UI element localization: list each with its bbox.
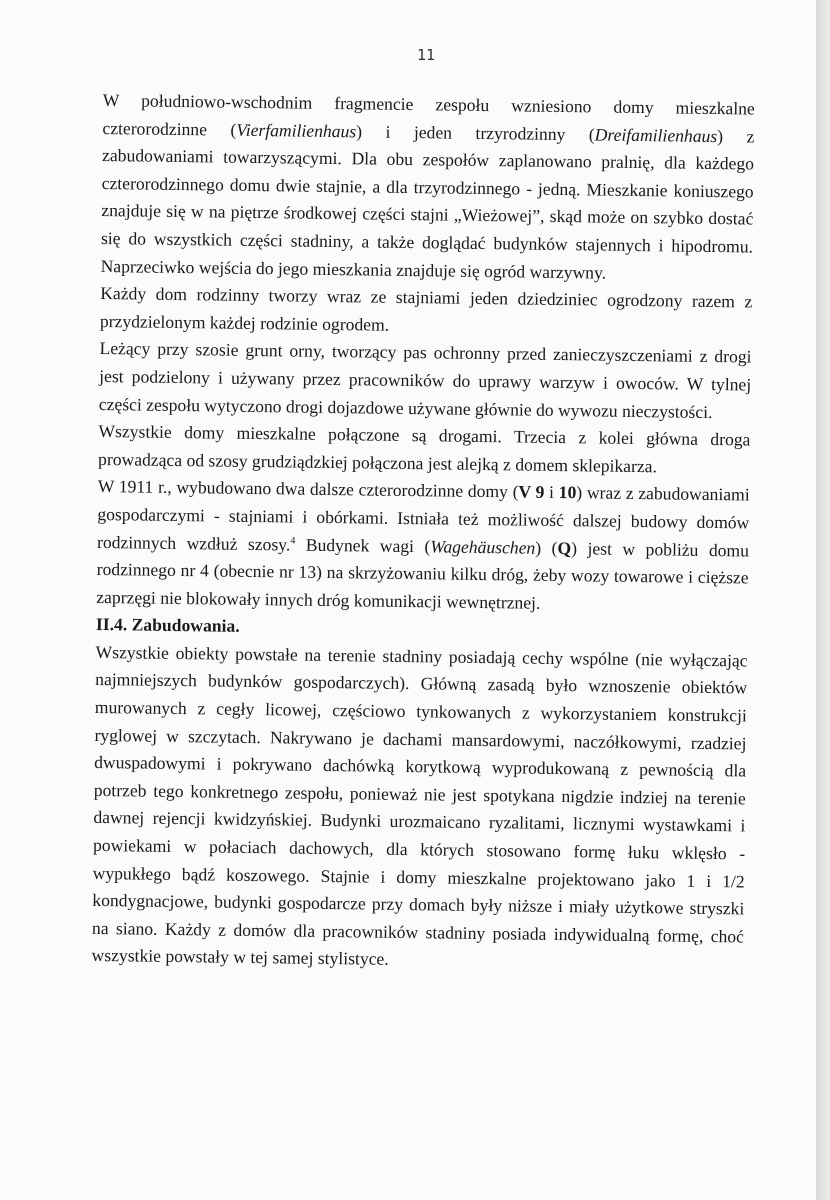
- bold-reference: 10: [558, 482, 577, 503]
- paragraph: [99, 335, 752, 426]
- italic-term: Vierfamilienhaus: [236, 119, 357, 141]
- text-run: ) (: [535, 537, 558, 558]
- paragraph: [100, 280, 753, 344]
- paragraph: [91, 639, 747, 979]
- text-run: W południowo-wschodnim fragmencie zespołu wzniesiono domy mieszkalne czterorodzinne (: [102, 89, 755, 140]
- text-run: Budynek wagi (: [295, 534, 431, 556]
- text-run: Wszystkie obiekty powstałe na terenie stadniny posiadają cechy wspólne (nie wyłączając najmniejszych budynków gospodarczych). Główną zasadą było wznoszenie obiektów murowanych z cegły licowej, częściowo tynkowanych z wykorzystaniem konstrukcji ryglowej w szczytach. Nakrywano je dachami mansardowymi, naczółkowymi, rzadziej dwuspadowymi i pokrywano dachówką korytkową wyprodukowaną z pewnością dla potrzeb tego konkretnego zespołu, ponieważ nie jest spotykana nigdzie indziej na terenie dawnej rejencji kwidzyńskiej. Budynki urozmaicano ryzalitami, licznymi wystawkami i powiekami w połaciach dachowych, dla których stosowano formę łuku wklęsło - wypukłego bądź koszowego. Stajnie i domy mieszkalne projektowano jako 1 i 1/2 kondygnacjowe, budynki gospodarcze przy domach były niższe i miały użytkowe stryszki na siano. Każdy z domów dla pracowników stadniny posiada indywidualną formę, choć wszystkie powstały w tej samej stylistyce.: [91, 641, 748, 970]
- bold-reference: V 9: [518, 481, 545, 503]
- italic-term: Wagehäuschen: [430, 535, 536, 558]
- text-run: W 1911 r., wybudowano dwa dalsze czterorodzinne domy (: [97, 476, 519, 502]
- text-run: II.4. Zabudowania.: [95, 614, 240, 637]
- page-edge-shadow: [816, 0, 830, 1200]
- paragraph: [98, 418, 751, 482]
- text-run: ) i jeden trzyrodzinny (: [356, 120, 595, 145]
- italic-term: Dreifamilienhaus: [594, 124, 718, 146]
- paragraph: [100, 87, 754, 289]
- text-run: Wszystkie domy mieszkalne połączone są drogami. Trzecia z kolei główna droga prowadząca od szosy grudziądzkiej połączona jest alejką z domem sklepikarza.: [98, 421, 751, 477]
- text-run: ) z zabudowaniami towarzyszącymi. Dla obu zespołów zaplanowano pralnię, dla każdego czterorodzinnego domu dwie stajnie, a dla trzyrodzinnego - jedną. Mieszkanie koniuszego znajduje się w na piętrze środkowej części stajni „Wieżowej”, skąd może on szybko dostać się do wszystkich części stadniny, a także doglądać budynków stajennych i hipodromu. Naprzeciwko wejścia do jego mieszkania znajduje się ogród warzywny.: [100, 125, 755, 283]
- text-run: i: [544, 482, 559, 503]
- page-number: 11: [416, 46, 436, 64]
- text-run: Każdy dom rodzinny tworzy wraz ze stajniami jeden dziedziniec ogrodzony razem z przydzielonym każdej rodzinie ogrodem.: [99, 283, 753, 335]
- document-body: [91, 87, 755, 978]
- text-run: ) wraz z zabudowaniami gospodarczymi - stajniami i obórkami. Istniała też możliwość dalszej budowy domów rodzinnych wzdłuż szosy.: [96, 482, 750, 554]
- footnote-marker: 4: [290, 534, 296, 547]
- paragraph: [96, 473, 750, 619]
- text-run: Leżący przy szosie grunt orny, tworzący pas ochronny przed zanieczyszczeniami z drogi jest podzielony i używany przez pracowników do uprawy warzyw i owoców. W tylnej części zespołu wytyczono drogi dojazdowe używane głównie do wywozu nieczystości.: [98, 338, 752, 422]
- bold-reference: Q: [557, 537, 572, 558]
- text-run: ) jest w pobliżu domu rodzinnego nr 4 (obecnie nr 13) na skrzyżowaniu kilku dróg, żeby wozy towarowe i cięższe zaprzęgi nie blokowały innych dróg komunikacji wewnętrznej.: [96, 537, 750, 613]
